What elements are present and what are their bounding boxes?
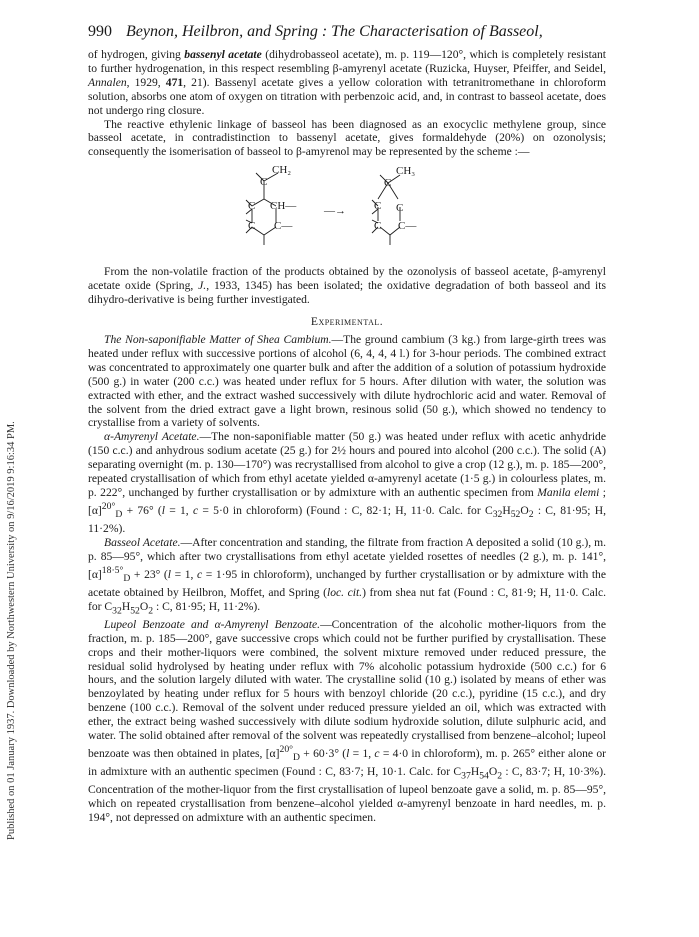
paragraph-p7: Lupeol Benzoate and α-Amyrenyl Benzoate.—Concentration of the alcoholic mother-liquors from the fraction, m. p. 185—200°, gave successive crops which could not be further purified by crystallisation. These crops and their mother-liquors were combined, the solvent mixture removed under reduced pressure, the residual solid hydrolysed by heating under reflux with 7% alcoholic potassium hydroxide (500 c.c.) for 6 hours, and the solution largely diluted with water. The crystalline solid (10 g.) isolated by means of ether was benzoylated by heating under reflux for 5 hours with benzoyl chloride (20 c.c.), pyridine (15 c.c.), and dry benzene (100 c.c.). Removal of the solvent under reduced pressure yielded an oil, which was extracted with ether, the extract being washed successively with dilute sodium hydroxide solution, dilute sulphuric acid, and water. The solid obtained after removal of the solvent was repeatedly crystallised from benzene–alcohol; lupeol benzoate was then obtained in plates, $[\alpha]^{20^\circ}_D + 60\cdot 3^\circ$ (l = 1, c = 4·0 in chloroform), m. p. 265° either alone or in admixture with an authentic specimen (Found : C, 83·7; H, 10·1. Calc. for $C_{37}H_{54}O_2$ : C, 83·7; H, 10·3%). Concentration of the mother-liquor from the first crystallisation of lupeol benzoate gave a solid, m. p. 85—95°, which on repeated crystallisation from benzene–alcohol yielded α-amyrenyl benzoate in hard needles, m. p. 194°, not depressed on admixture with an authentic specimen. [88,617,606,825]
journal-page [88,22,606,825]
left-c-left-bottom: C [248,220,256,233]
running-header [88,22,606,42]
page-number: 990 [88,23,112,40]
left-c-top: C [260,176,268,189]
paragraph-p1: of hydrogen, giving bassenyl acetate (dihydrobasseol acetate), m. p. 119—120°, which is completely resistant to further hydrogenation, in this respect resembling β-amyrenyl acetate (Ruzicka, Huyser, Pfeiffer, and Seidel, Annalen, 1929, 471, 21). Bassenyl acetate gives a yellow coloration with tetranitromethane in chloroform solution, absorbs one atom of oxygen on titration with perbenzoic acid, and, in contrast to basseol acetate, does not undergo ring closure. [88,48,606,117]
download-notice-text: Published on 01 January 1937. Downloaded by Northwestern University on 9/16/2019 9:16:34 PM. [6,421,17,840]
experimental-text [88,333,606,825]
paragraph-p5: α-Amyrenyl Acetate.—The non-saponifiable matter (50 g.) was heated under reflux with acetic anhydride (150 c.c.) and anhydrous sodium acetate (25 g.) for 2½ hours and poured into alcohol (200 c.c.). The solid (A) separating overnight (m. p. 130—170°) was recrystallised from alcohol to give a crop (12 g.), m. p. 185—200°, repeated crystallisation of which from ethyl acetate yielded α-amyrenyl acetate (1·5 g.) in colourless plates, m. p. 222°, unchanged by further crystallisation or by admixture with an authentic specimen from Manila elemi ; $[\alpha]^{20^\circ}_D + 76^\circ$ (l = 1, c = 5·0 in chloroform) (Found : C, 82·1; H, 11·0. Calc. for $C_{32}H_{52}O_2$ : C, 81·95; H, 11·2%). [88,430,607,535]
right-c-mid: C [396,202,404,215]
download-notice [6,140,18,840]
reaction-arrow: —→ [324,205,346,218]
section-heading: Experimental. [310,314,384,328]
right-c-left-bottom: C [374,220,382,233]
right-c-top: C [384,177,392,190]
running-title: Beynon, Heilbron, and Spring : The Characterisation of Basseol, [126,23,543,40]
left-ch: CH— [270,200,297,213]
reaction-scheme [88,159,606,265]
right-c-bottom: C— [398,220,417,233]
right-c-left-top: C [374,200,382,213]
left-c-bottom: C— [274,220,293,233]
left-c-left-top: C [248,200,256,213]
paragraph-p3: From the non-volatile fraction of the products obtained by the ozonolysis of basseol acetate, β-amyrenyl acetate oxide (Spring, J., 1933, 1345) has been isolated; the oxidative degradation of both basseol and its dihydro-derivative is being further investigated. [88,265,606,307]
body-text-1 [88,48,606,159]
paragraph-p4: The Non-saponifiable Matter of Shea Cambium.—The ground cambium (3 kg.) from large-girth trees was heated under reflux with successive portions of alcohol (6, 4, 4, 4 l.) for 3-hour periods. The combined extract was concentrated to approximately one quarter bulk and after the addition of a solution of potassium hydroxide (500 g.) in water (200 c.c.) was heated under reflux for 5 hours. After dilution with water, the solution was extracted with ether, and the extract washed successively with dilute hydrochloric acid and water. Removal of the solvent from the dried extract gave a light brown, resinous solid (50 g.), which showed no tendency to crystallise from a variety of solvents. [88,332,606,430]
left-ch2: CH₂ [272,164,292,177]
paragraph-p6: Basseol Acetate.—After concentration and standing, the filtrate from fraction A deposited a solid (10 g.), m. p. 85—95°, which after two crystallisations from ethyl acetate yielded rosettes of needles (2 g.), m. p. 141°, $[\alpha]^{18\cdot 5^\circ}_D + 23^\circ$ (l = 1, c = 1·95 in chloroform), unchanged by further crystallisation or by admixture with the acetate obtained by Heilbron, Moffet, and Spring (loc. cit.) from shea nut fat (Found : C, 81·9; H, 11·0. Calc. for $C_{32}H_{52}O_2$ : C, 81·95; H, 11·2%). [88,535,606,616]
isomerisation-diagram [88,159,606,265]
body-text-2 [88,265,606,307]
paragraph-p2: The reactive ethylenic linkage of basseol has been diagnosed as an exocyclic methylene group, since basseol acetate, in contradistinction to bassenyl acetate, gives formaldehyde (20%) on ozonolysis; consequently the isomerisation of basseol to β-amyrenol may be represented by the scheme :— [88,117,606,159]
right-ch3: CH₃ [396,165,416,178]
